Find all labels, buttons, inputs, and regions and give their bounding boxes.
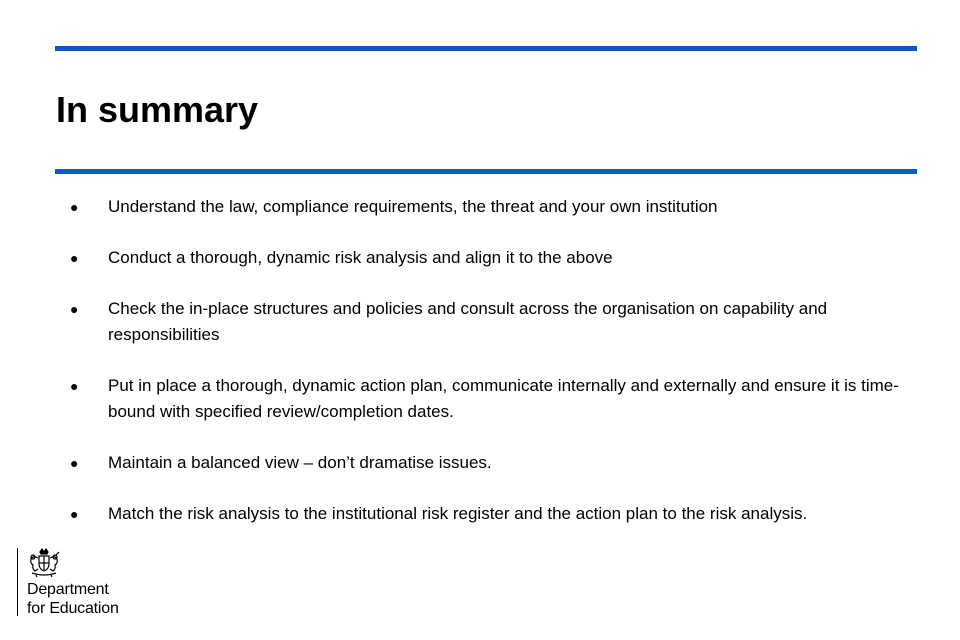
top-divider xyxy=(55,46,917,51)
list-item xyxy=(70,501,920,527)
bullet-icon: ● xyxy=(70,199,79,215)
list-item xyxy=(70,194,920,220)
list-item-text: Maintain a balanced view – don’t dramatise issues. xyxy=(108,453,492,472)
bullet-icon: ● xyxy=(70,506,79,522)
list-item-text: Understand the law, compliance requirements, the threat and your own institution xyxy=(108,197,718,216)
list-item-text: Put in place a thorough, dynamic action plan, communicate internally and externally and ensure it is time-bound with specified review/completion dates. xyxy=(108,376,899,421)
bullet-icon: ● xyxy=(70,378,79,394)
list-item xyxy=(70,450,920,476)
logo-line-2: for Education xyxy=(27,600,119,617)
list-item xyxy=(70,245,920,271)
royal-coat-of-arms-icon xyxy=(27,548,61,578)
list-item-text: Conduct a thorough, dynamic risk analysis and align it to the above xyxy=(108,248,613,267)
list-item-text: Match the risk analysis to the institutional risk register and the action plan to the risk analysis. xyxy=(108,504,808,523)
department-logo xyxy=(17,548,119,616)
slide-title: In summary xyxy=(56,89,259,130)
list-item-text: Check the in-place structures and policies and consult across the organisation on capability and responsibilities xyxy=(108,299,828,344)
bullet-icon: ● xyxy=(70,250,79,266)
list-item xyxy=(70,296,920,348)
title-divider xyxy=(55,169,917,174)
logo-line-1: Department xyxy=(27,581,109,598)
summary-list xyxy=(70,194,920,552)
bullet-icon: ● xyxy=(70,455,79,471)
bullet-icon: ● xyxy=(70,301,79,317)
list-item xyxy=(70,373,920,425)
